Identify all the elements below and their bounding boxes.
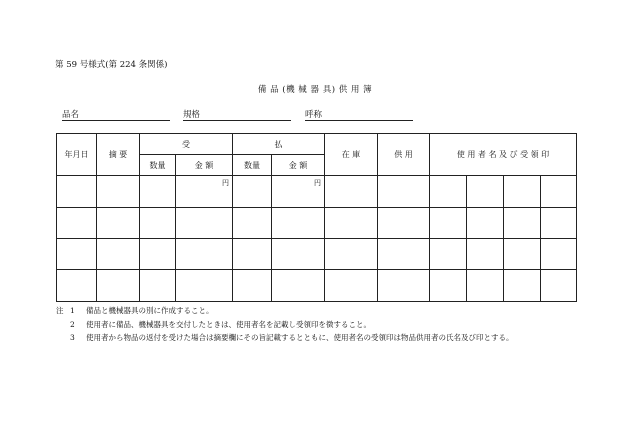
note-item xyxy=(56,304,514,318)
header-date: 年月日 xyxy=(57,134,97,176)
item-name-field xyxy=(62,108,79,120)
form-number: 第 59 号様式(第 224 条関係) xyxy=(55,60,168,70)
note-text: 使用者に備品、機械器具を交付したときは、使用者名を記載し受領印を徴すること。 xyxy=(86,319,371,329)
note-text: 使用者から物品の返付を受けた場合は摘要欄にその旨記載するとともに、使用者名の受領印は物品供用者の氏名及び印とする。 xyxy=(86,333,514,342)
table-row xyxy=(57,270,577,302)
yen-unit: 円 xyxy=(272,176,325,208)
subheader-paid-amount: 金 額 xyxy=(272,155,325,176)
spec-field xyxy=(183,108,200,120)
spec-label: 規格 xyxy=(183,110,201,120)
item-name-underline xyxy=(62,120,170,121)
note-number: 2 xyxy=(70,319,75,329)
header-row xyxy=(57,134,577,155)
header-paid-out: 払 xyxy=(233,134,325,155)
header-in-stock: 在 庫 xyxy=(325,134,378,176)
notes-prefix: 注 xyxy=(56,306,64,315)
header-summary: 摘 要 xyxy=(97,134,140,176)
notes xyxy=(56,304,514,345)
header-received: 受 xyxy=(140,134,233,155)
table-row xyxy=(57,176,577,208)
designation-label: 呼称 xyxy=(305,110,323,120)
item-name-label: 品名 xyxy=(62,110,80,120)
header-provision: 供 用 xyxy=(378,134,430,176)
note-item xyxy=(56,318,514,332)
header-user-seal: 使 用 者 名 及 び 受 領 印 xyxy=(430,134,577,176)
note-number: 1 xyxy=(70,306,75,315)
subheader-received-amount: 金 額 xyxy=(176,155,233,176)
subheader-received-qty: 数量 xyxy=(140,155,176,176)
subheader-paid-qty: 数量 xyxy=(233,155,272,176)
note-item xyxy=(56,331,514,345)
table-row xyxy=(57,239,577,270)
designation-underline xyxy=(305,120,413,121)
spec-underline xyxy=(183,120,291,121)
note-text: 備品と機械器具の別に作成すること。 xyxy=(86,306,214,315)
designation-field xyxy=(305,108,322,120)
page-title: 備 品 (機 械 器 具) 供 用 簿 xyxy=(257,85,373,95)
yen-unit: 円 xyxy=(176,176,233,208)
ledger-table xyxy=(56,133,577,302)
table-row xyxy=(57,208,577,239)
note-number: 3 xyxy=(70,333,75,342)
